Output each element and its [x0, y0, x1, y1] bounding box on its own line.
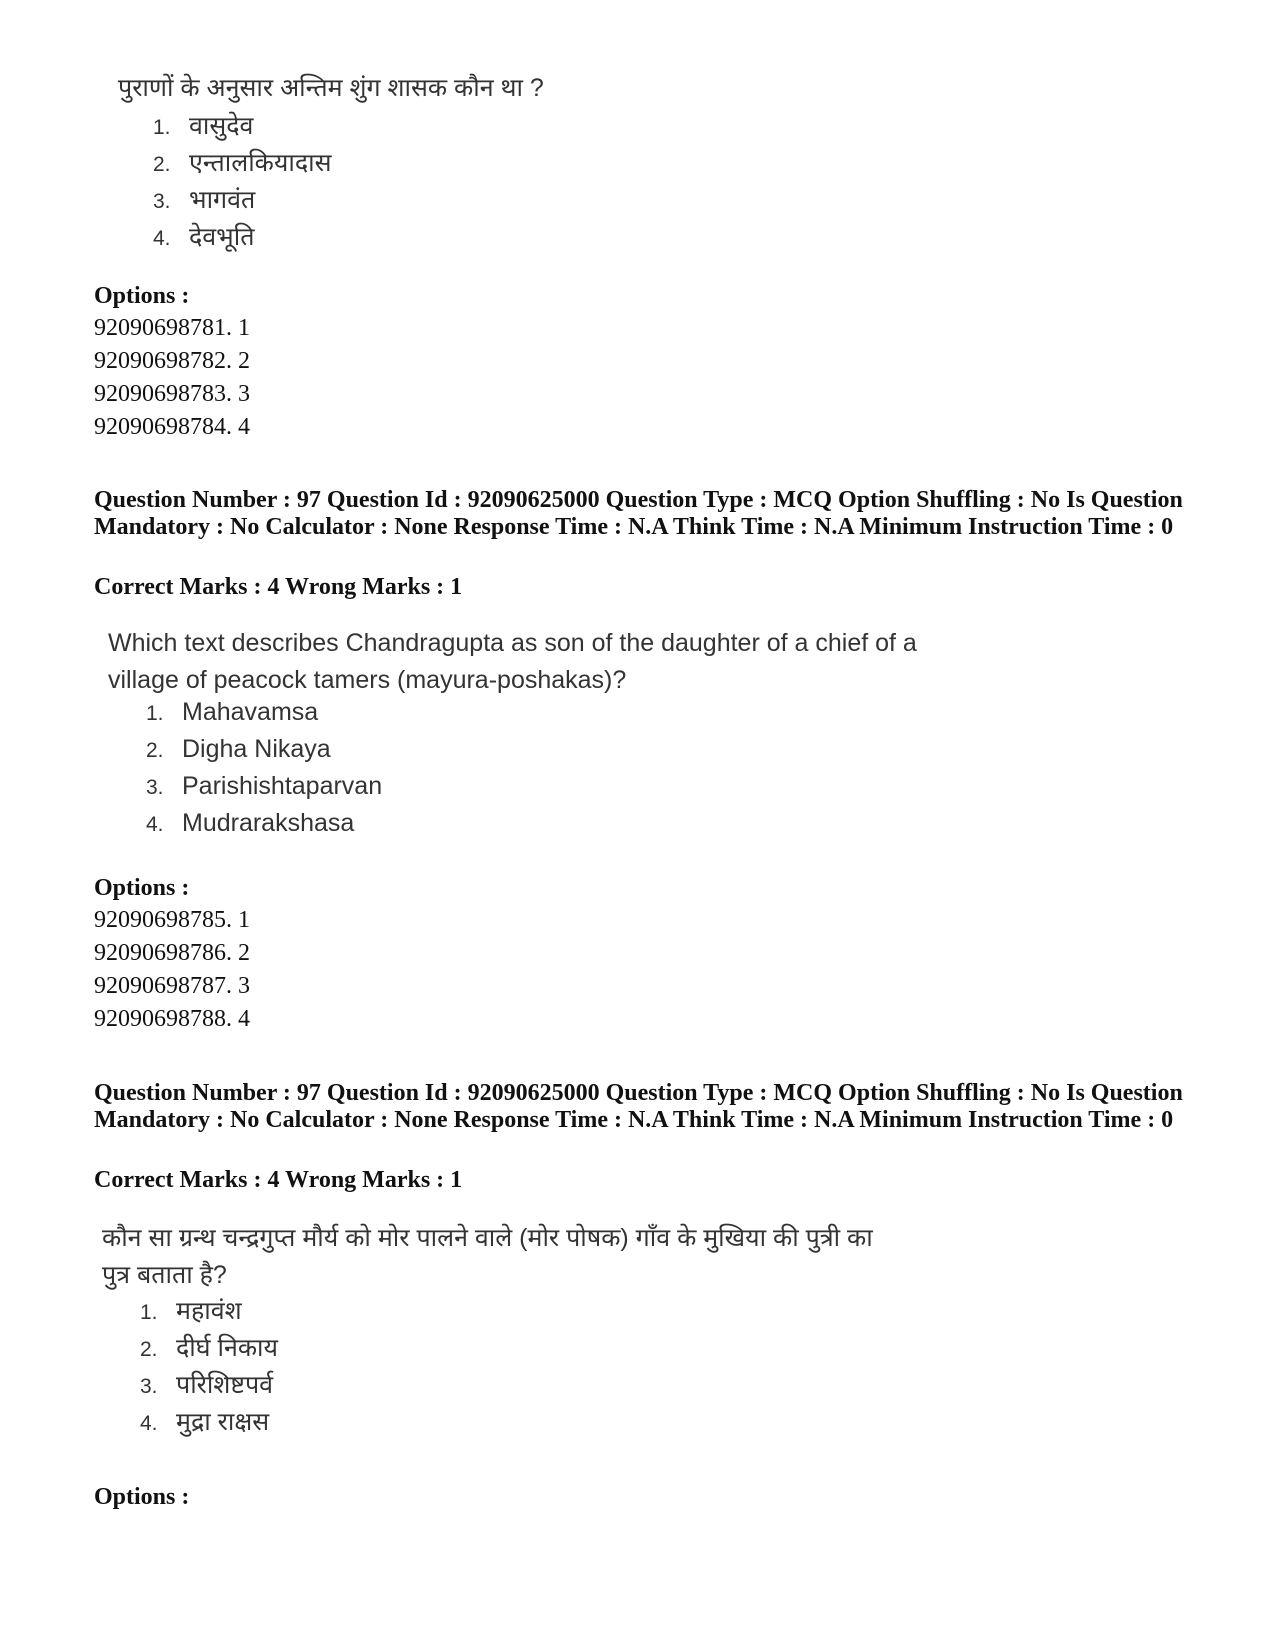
question-line: पुत्र बताता है? — [102, 1261, 227, 1289]
option-id: 92090698785. 1 — [94, 907, 250, 933]
choice-text: परिशिष्टपर्व — [176, 1371, 274, 1399]
choice-list — [146, 698, 382, 846]
options-section — [94, 280, 250, 444]
option-id: 92090698787. 3 — [94, 973, 250, 999]
options-heading: Options : — [94, 283, 190, 309]
question-text-hindi-2 — [102, 1220, 873, 1294]
choice-number: 2. — [146, 739, 164, 762]
choice-text: भागवंत — [189, 186, 256, 214]
question-meta: Question Number : 97 Question Id : 92090625000 Question Type : MCQ Option Shuffling : No Is Question Mandatory : No Calculator : None Response Time : N.A Think Time : N.A Minimum Instruction Time : 0 — [94, 487, 1183, 540]
choice-text: Parishishtaparvan — [182, 772, 383, 800]
choice-number: 1. — [146, 702, 164, 725]
choice-item — [146, 809, 382, 846]
option-id: 92090698788. 4 — [94, 1006, 250, 1032]
choice-item — [140, 1367, 278, 1404]
choice-text: देवभूति — [189, 223, 255, 251]
choice-text: दीर्घ निकाय — [176, 1334, 278, 1362]
choice-text: मुद्रा राक्षस — [176, 1408, 270, 1436]
choice-list — [140, 1293, 278, 1441]
choice-number: 3. — [140, 1375, 158, 1398]
choice-number: 4. — [140, 1412, 158, 1435]
option-id: 92090698782. 2 — [94, 348, 250, 374]
option-id: 92090698783. 3 — [94, 381, 250, 407]
choice-number: 4. — [146, 813, 164, 836]
choice-text: Mahavamsa — [182, 698, 319, 726]
options-section — [94, 872, 250, 1036]
choice-text: Digha Nikaya — [182, 735, 331, 763]
choice-text: महावंश — [176, 1297, 242, 1325]
choice-item — [146, 698, 382, 735]
options-heading: Options : — [94, 1484, 190, 1510]
choice-item — [140, 1404, 278, 1441]
option-id: 92090698781. 1 — [94, 315, 250, 341]
choice-item — [140, 1330, 278, 1367]
option-id: 92090698784. 4 — [94, 414, 250, 440]
choice-item — [153, 182, 332, 219]
question-line: village of peacock tamers (mayura-poshakas)? — [108, 666, 627, 694]
options-section — [94, 1481, 189, 1513]
choice-number: 1. — [140, 1301, 158, 1324]
question-marks: Correct Marks : 4 Wrong Marks : 1 — [94, 574, 463, 600]
question-line: Which text describes Chandragupta as son of the daughter of a chief of a — [108, 629, 917, 657]
choice-number: 3. — [146, 776, 164, 799]
choice-text: वासुदेव — [189, 112, 254, 140]
choice-item — [153, 108, 332, 145]
option-id: 92090698786. 2 — [94, 940, 250, 966]
choice-number: 2. — [140, 1338, 158, 1361]
choice-item — [153, 219, 332, 256]
options-heading: Options : — [94, 875, 190, 901]
question-text-english — [108, 625, 917, 699]
choice-item — [140, 1293, 278, 1330]
question-line: पुराणों के अनुसार अन्तिम शुंग शासक कौन था ? — [118, 74, 544, 102]
choice-number: 4. — [153, 227, 171, 250]
choice-item — [153, 145, 332, 182]
choice-number: 3. — [153, 190, 171, 213]
choice-item — [146, 772, 382, 809]
choice-text: Mudrarakshasa — [182, 809, 355, 837]
choice-item — [146, 735, 382, 772]
question-text-hindi-1 — [118, 70, 544, 107]
question-line: कौन सा ग्रन्थ चन्द्रगुप्त मौर्य को मोर पालने वाले (मोर पोषक) गाँव के मुखिया की पुत्री का — [102, 1224, 873, 1252]
question-meta: Question Number : 97 Question Id : 92090625000 Question Type : MCQ Option Shuffling : No Is Question Mandatory : No Calculator : None Response Time : N.A Think Time : N.A Minimum Instruction Time : 0 — [94, 1080, 1183, 1133]
choice-text: एन्तालकियादास — [189, 149, 332, 177]
question-marks: Correct Marks : 4 Wrong Marks : 1 — [94, 1167, 463, 1193]
choice-number: 1. — [153, 116, 171, 139]
choice-list — [153, 108, 332, 256]
choice-number: 2. — [153, 153, 171, 176]
